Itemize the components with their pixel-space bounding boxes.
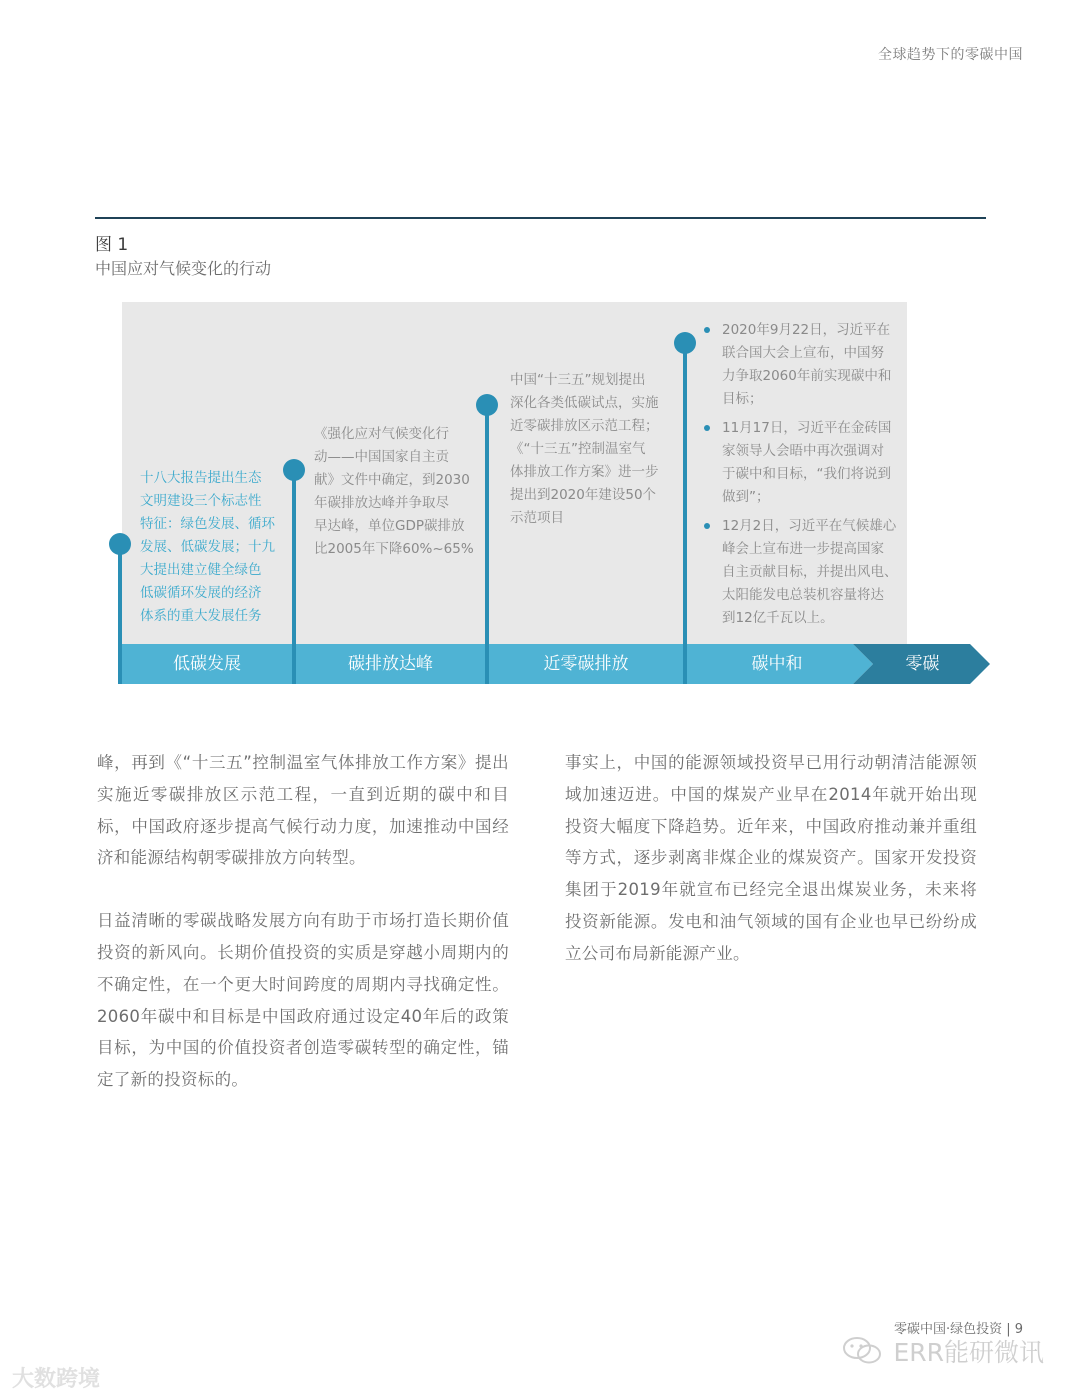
bullet-line: 11月17日，习近平在金砖国	[722, 420, 892, 436]
stage-2-text	[314, 423, 484, 561]
bullet-line: 于碳中和目标，“我们将说到	[722, 466, 891, 482]
bullet-line: 目标；	[722, 391, 763, 407]
bullet-line: 到12亿千瓦以上。	[722, 610, 834, 626]
stage-label-neutral: 碳中和	[751, 654, 803, 674]
stage-3-line: 《“十三五”控制温室气	[510, 441, 646, 457]
watermark-err: ERR能研微讯	[893, 1338, 1044, 1367]
bullet-line: 做到”；	[722, 489, 770, 505]
stage-2-line: 献》文件中确定，到2030	[314, 472, 470, 488]
stage-1-line: 十八大报告提出生态	[140, 470, 262, 486]
stage-label-peak: 碳排放达峰	[348, 654, 433, 674]
bullet-line: 家领导人会晤中再次强调对	[722, 443, 884, 459]
bullet-line: 联合国大会上宣布，中国努	[722, 345, 884, 361]
figure-title: 中国应对气候变化的行动	[95, 259, 272, 278]
stage-1-line: 发展、低碳发展；十九	[140, 539, 275, 555]
stage-3-line: 提出到2020年建设50个	[510, 487, 657, 503]
paragraph: 峰，再到《“十三五”控制温室气体排放工作方案》提出实施近零碳排放区示范工程，一直到近期的碳中和目标，中国政府逐步提高气候行动力度，加速推动中国经济和能源结构朝零碳排放方向转型。	[97, 753, 509, 868]
stage-2-line: 动——中国国家自主贡	[314, 449, 449, 465]
stage-4-bullet	[704, 417, 904, 509]
bullet-line: 力争取2060年前实现碳中和	[722, 368, 892, 384]
stage-4-bullets	[704, 319, 904, 636]
paragraph: 事实上，中国的能源领域投资早已用行动朝清洁能源领域加速迈进。中国的煤炭产业早在2014年就开始出现投资大幅度下降趋势。近年来，中国政府推动兼并重组等方式，逐步剥离非煤企业的煤炭资产。国家开发投资集团于2019年就宣布已经完全退出煤炭业务，未来将投资新能源。发电和油气领域的国有企业也早已纷纷成立公司布局新能源产业。	[565, 753, 977, 963]
running-header: 全球趋势下的零碳中国	[878, 47, 1023, 63]
stage-3-line: 体排放工作方案》进一步	[510, 464, 659, 480]
figure-number: 图 1	[95, 235, 129, 255]
watermark-dashujuajing: 大数跨境	[12, 1367, 101, 1392]
paragraph: 日益清晰的零碳战略发展方向有助于市场打造长期价值投资的新风向。长期价值投资的实质是穿越小周期内的不确定性，在一个更大时间跨度的周期内寻找确定性。2060年碳中和目标是中国政府通过设定40年后的政策目标，为中国的价值投资者创造零碳转型的确定性，锚定了新的投资标的。	[97, 911, 509, 1090]
stage-2-line: 年碳排放达峰并争取尽	[314, 495, 449, 511]
stage-label-near-zero: 近零碳排放	[543, 654, 629, 674]
timeline-marker-3	[476, 394, 498, 416]
stage-1-line: 文明建设三个标志性	[140, 493, 262, 509]
bullet-line: 12月2日，习近平在气候雄心	[722, 518, 897, 534]
page-footer: 零碳中国·绿色投资 | 9	[893, 1322, 1023, 1337]
bullet-line: 太阳能发电总装机容量将达	[722, 587, 884, 603]
bullet-line: 峰会上宣布进一步提高国家	[722, 541, 884, 557]
stage-3-line: 中国“十三五”规划提出	[510, 372, 646, 388]
stage-1-line: 体系的重大发展任务	[140, 608, 262, 624]
stage-1-text	[140, 467, 285, 628]
stage-1-line: 大提出建立健全绿色	[140, 562, 262, 578]
stage-4-bullet	[704, 319, 904, 411]
stage-4-bullet	[704, 515, 904, 630]
body-column-right	[565, 747, 977, 1001]
stage-label-zero-carbon: 零碳	[905, 654, 940, 674]
bullet-line: 2020年9月22日，习近平在	[722, 322, 891, 338]
stage-3-text	[510, 369, 678, 530]
stage-2-line: 《强化应对气候变化行	[314, 426, 449, 442]
timeline-marker-4	[674, 332, 696, 354]
stage-3-line: 深化各类低碳试点，实施	[510, 395, 659, 411]
timeline-marker-2	[283, 459, 305, 481]
wechat-icon	[842, 1336, 882, 1366]
timeline-pole-3	[485, 405, 489, 684]
body-column-left	[97, 747, 509, 1127]
stage-2-line: 比2005年下降60%~65%	[314, 541, 474, 557]
stage-2-line: 早达峰，单位GDP碳排放	[314, 518, 465, 534]
stage-3-line: 示范项目	[510, 510, 564, 526]
bullet-line: 自主贡献目标，并提出风电、	[722, 564, 898, 580]
top-rule	[95, 217, 986, 219]
stage-3-line: 近零碳排放区示范工程；	[510, 418, 659, 434]
timeline-pole-4	[683, 343, 687, 684]
timeline-marker-1	[109, 533, 131, 555]
stage-label-low-carbon: 低碳发展	[173, 654, 241, 674]
stage-1-line: 低碳循环发展的经济	[140, 585, 262, 601]
stage-1-line: 特征：绿色发展、循环	[140, 516, 275, 532]
